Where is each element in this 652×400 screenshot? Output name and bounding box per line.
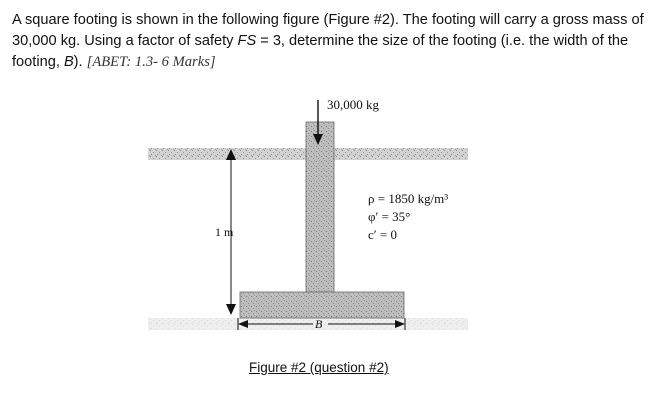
cohesion-label: c′ = 0 xyxy=(368,227,397,242)
question-text-part-1: A square footing is shown in the following figure (Figure #2). The footing will carry a gross mass of 30,000 kg. Using a factor of safety xyxy=(12,12,644,49)
footing-column xyxy=(306,122,334,294)
question-text-part-3: ). xyxy=(73,54,87,70)
figure-caption: Figure #2 (question #2) xyxy=(249,360,389,375)
load-label: 30,000 kg xyxy=(327,97,379,112)
abet-reference: [ABET: 1.3- 6 Marks] xyxy=(86,54,216,70)
friction-angle-label: φ′ = 35° xyxy=(368,209,411,224)
question-text-part-2: = 3, determine the size of the footing (i.e. the width of the footing, xyxy=(12,33,629,70)
factor-of-safety-symbol: FS xyxy=(237,33,257,49)
footing-base xyxy=(240,292,404,318)
depth-label: 1 m xyxy=(215,225,234,239)
width-label: B xyxy=(315,317,323,331)
soil-density-label: ρ = 1850 kg/m³ xyxy=(368,191,449,206)
width-symbol: B xyxy=(63,54,74,70)
